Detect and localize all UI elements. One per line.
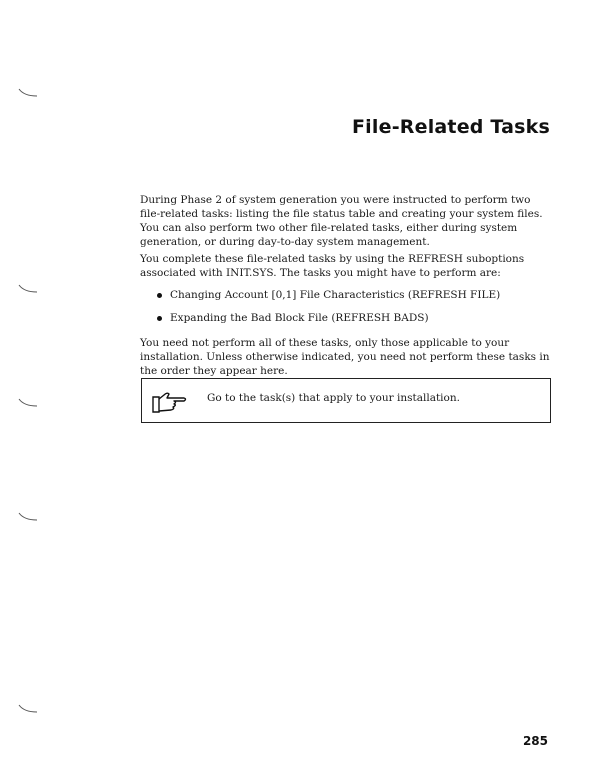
list-item bbox=[140, 311, 550, 325]
pointing-hand-icon bbox=[150, 389, 190, 415]
binder-mark-2 bbox=[18, 284, 38, 294]
note-text: Go to the task(s) that apply to your installation. bbox=[207, 392, 460, 404]
intro-paragraph: During Phase 2 of system generation you were instructed to perform two file-related tasks: listing the file status table and creating your system files. You can also perform two other file-related tasks, either during system generation, or during day-to-day system management. bbox=[140, 194, 543, 248]
order-paragraph: You need not perform all of these tasks, only those applicable to your installation. Unless otherwise indicated, you need not perform these tasks in the order they appear here. bbox=[140, 337, 550, 377]
task-list bbox=[140, 288, 550, 334]
page-number: 285 bbox=[522, 734, 548, 748]
binder-mark-3 bbox=[18, 398, 38, 408]
list-item bbox=[140, 288, 550, 302]
binder-mark-1 bbox=[18, 88, 38, 98]
binder-mark-5 bbox=[18, 704, 38, 714]
list-item-text: Expanding the Bad Block File (REFRESH BADS) bbox=[170, 312, 429, 324]
page-title: File-Related Tasks bbox=[352, 116, 550, 138]
binder-mark-4 bbox=[18, 512, 38, 522]
note-box bbox=[141, 378, 551, 423]
list-item-text: Changing Account [0,1] File Characteristics (REFRESH FILE) bbox=[170, 289, 501, 301]
refresh-paragraph: You complete these file-related tasks by using the REFRESH suboptions associated with INIT.SYS. The tasks you might have to perform are: bbox=[140, 253, 525, 279]
bullet-icon bbox=[157, 316, 162, 321]
bullet-icon bbox=[157, 293, 162, 298]
